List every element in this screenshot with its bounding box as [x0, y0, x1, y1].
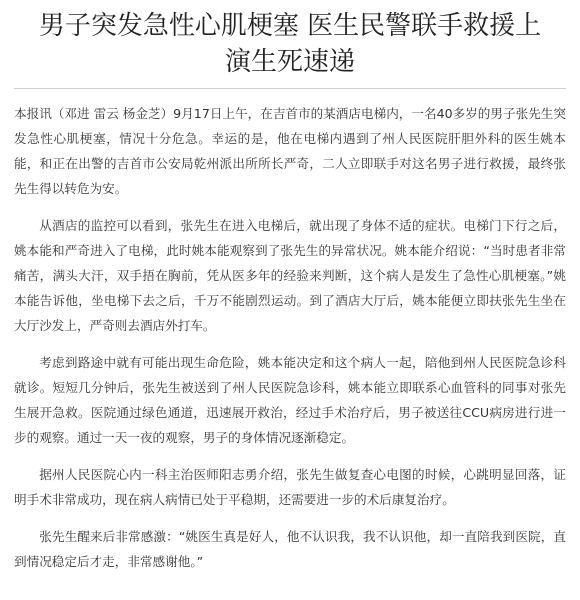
article-paragraph-3: 考虑到路途中就有可能出现生命危险，姚本能决定和这个病人一起，陪他到州人民医院急诊科就诊。短短几分钟后，张先生被送到了州人民医院急诊科，姚本能立即联系心血管科的同事对张先生展开急救。医院通过绿色通道，迅速展开救治，经过手术治疗后，男子被送往CCU病房进行进一步的观察。通过一天一夜的观察，男子的身体情况逐渐稳定。 [14, 355, 566, 445]
article-paragraph-4: 据州人民医院心内一科主治医师阳志勇介绍，张先生做复查心电图的时候，心跳明显回落，证明手术非常成功，现在病人病情已处于平稳期，还需要进一步的术后康复治疗。 [14, 467, 566, 507]
article-title [14, 8, 566, 80]
article-paragraph-1: 本报讯（邓进 雷云 杨金芝）9月17日上午，在吉首市的某酒店电梯内，一名40多岁的男子张先生突发急性心肌梗塞，情况十分危急。幸运的是，他在电梯内遇到了州人民医院肝胆外科的医生姚本能，和正在出警的吉首市公安局乾州派出所所长严奇，二人立即联手对这名男子进行救援，最终张先生得以转危为安。 [14, 106, 566, 196]
article-title-line-1: 男子突发急性心肌梗塞 医生民警联手救援上 [38, 11, 542, 41]
title-divider [14, 88, 566, 89]
article-paragraph-5: 张先生醒来后非常感激：“姚医生真是好人，他不认识我，我不认识他，却一直陪我到医院，直到情况稳定后才走，非常感谢他。” [14, 529, 566, 569]
article-paragraph-2: 从酒店的监控可以看到，张先生在进入电梯后，就出现了身体不适的症状。电梯门下行之后，姚本能和严奇进入了电梯，此时姚本能观察到了张先生的异常状况。姚本能介绍说：“当时患者非常痛苦，满头大汗，双手捂在胸前，凭从医多年的经验来判断，这个病人是发生了急性心肌梗塞。”姚本能告诉他，坐电梯下去之后，千万不能剧烈运动。到了酒店大厅后，姚本能便立即扶张先生坐在大厅沙发上，严奇则去酒店外打车。 [14, 218, 566, 333]
article-title-line-2: 演生死速递 [224, 47, 355, 77]
article-body [14, 101, 566, 574]
